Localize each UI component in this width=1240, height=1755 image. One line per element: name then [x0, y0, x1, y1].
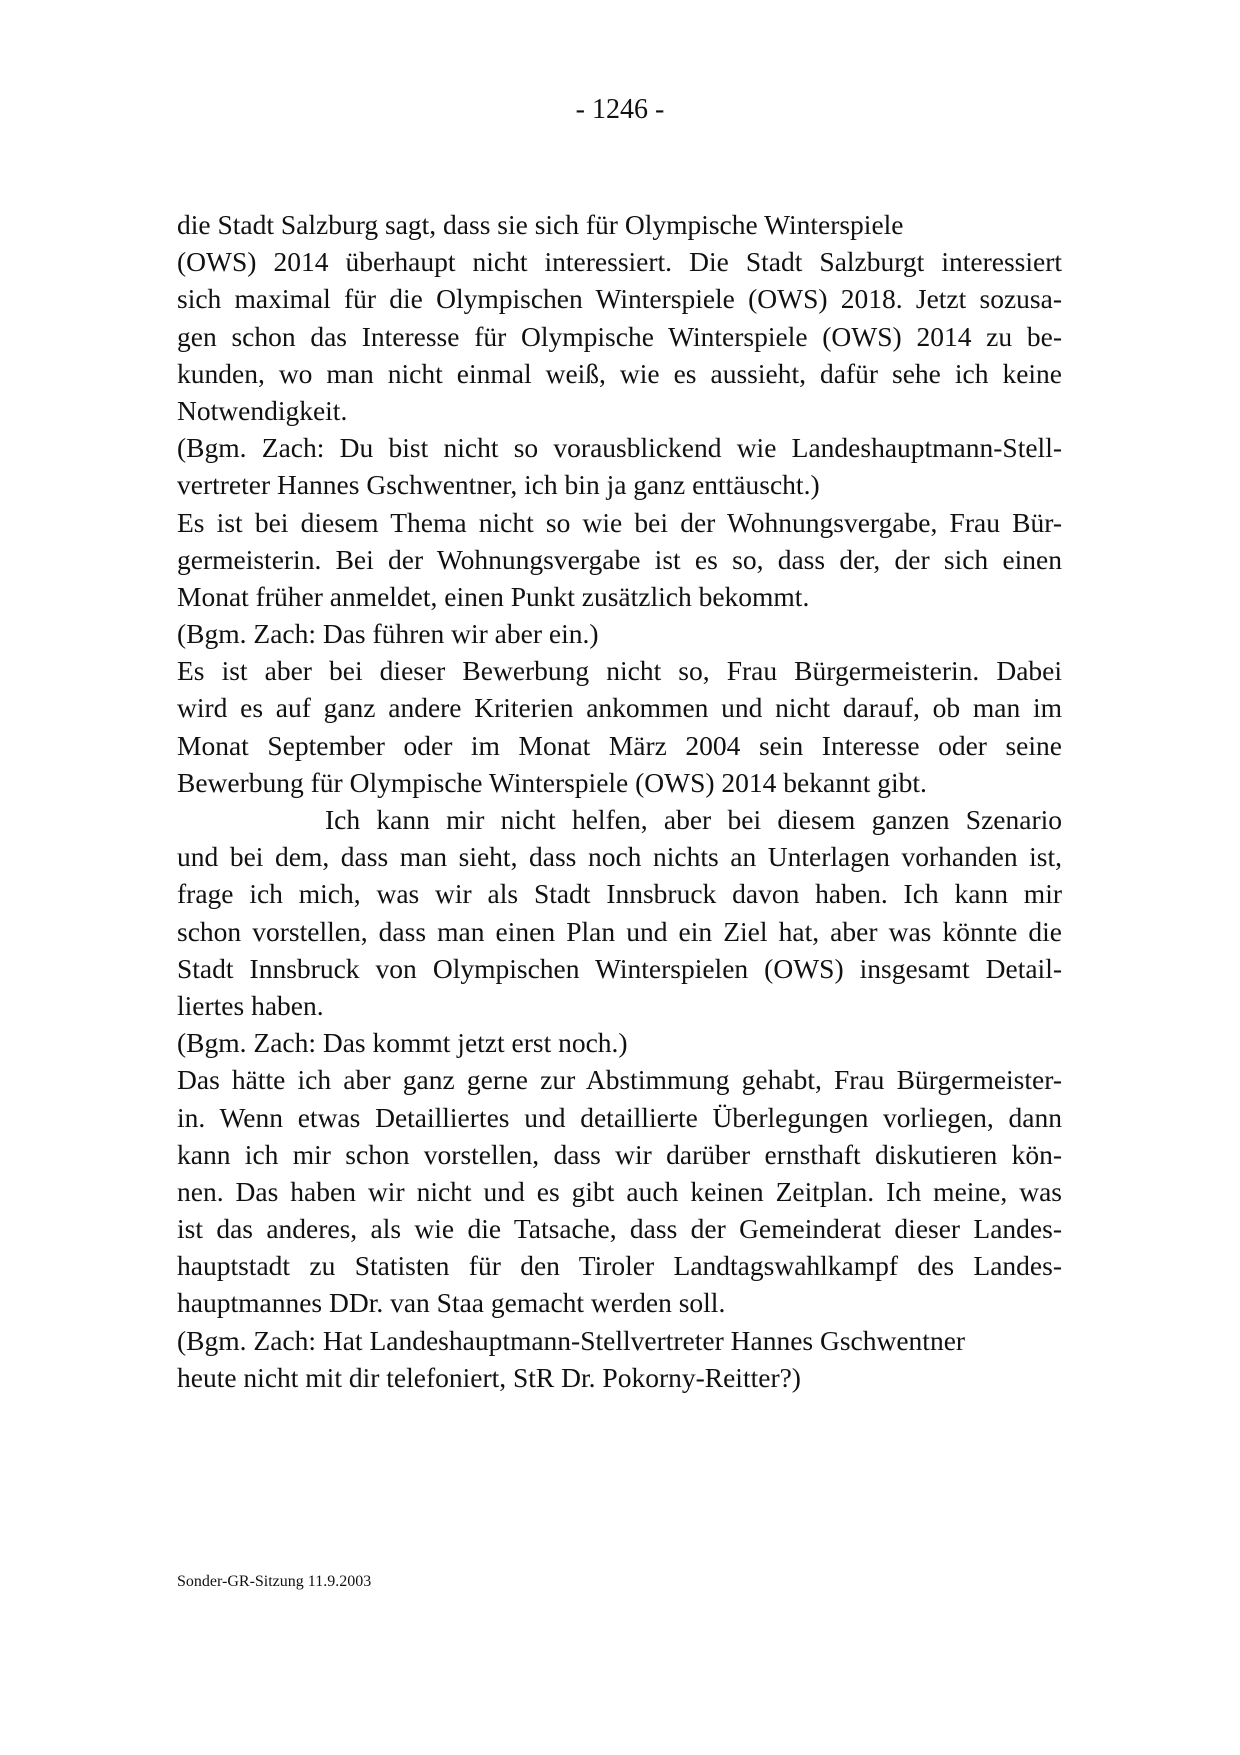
text-line: heute nicht mit dir telefoniert, StR Dr. Pokorny-Reitter?)	[177, 1361, 801, 1393]
text-line: Notwendigkeit.	[177, 394, 348, 426]
text-line: Es ist bei diesem Thema nicht so wie bei der Wohnungsvergabe, Frau Bür-	[177, 506, 1062, 538]
text-line: wird es auf ganz andere Kriterien ankommen und nicht darauf, ob man im	[177, 692, 1062, 724]
text-line: und bei dem, dass man sieht, dass noch nichts an Unterlagen vorhanden ist,	[177, 841, 1062, 873]
text-line: (Bgm. Zach: Das führen wir aber ein.)	[177, 618, 599, 650]
text-line: Es ist aber bei dieser Bewerbung nicht so, Frau Bürgermeisterin. Dabei	[177, 655, 1062, 687]
text-line: hauptstadt zu Statisten für den Tiroler Landtagswahlkampf des Landes-	[177, 1250, 1062, 1282]
text-line: Ich kann mir nicht helfen, aber bei diesem ganzen Szenario	[325, 804, 1062, 835]
text-line: schon vorstellen, dass man einen Plan und ein Ziel hat, aber was könnte die	[177, 915, 1062, 947]
text-line: kann ich mir schon vorstellen, dass wir darüber ernsthaft diskutieren kön-	[177, 1138, 1062, 1170]
page-number: - 1246 -	[575, 94, 665, 125]
text-line: frage ich mich, was wir als Stadt Innsbruck davon haben. Ich kann mir	[177, 878, 1062, 910]
text-line: gen schon das Interesse für Olympische Winterspiele (OWS) 2014 zu be-	[177, 320, 1062, 352]
text-line: die Stadt Salzburg sagt, dass sie sich für Olympische Winterspiele	[177, 209, 904, 240]
text-line: germeisterin. Bei der Wohnungsvergabe ist es so, dass der, der sich einen	[177, 543, 1062, 575]
text-line: Monat früher anmeldet, einen Punkt zusätzlich bekommt.	[177, 580, 810, 612]
text-line: sich maximal für die Olympischen Winterspiele (OWS) 2018. Jetzt sozusa-	[177, 283, 1062, 315]
text-line: kunden, wo man nicht einmal weiß, wie es aussieht, dafür sehe ich keine	[177, 357, 1062, 389]
text-line: (OWS) 2014 überhaupt nicht interessiert. Die Stadt Salzburgt interessiert	[177, 246, 1062, 278]
footer-session-label: Sonder-GR-Sitzung 11.9.2003	[177, 1573, 372, 1590]
text-line: liertes haben.	[177, 989, 324, 1021]
text-line: in. Wenn etwas Detailliertes und detaillierte Überlegungen vorliegen, dann	[177, 1101, 1062, 1133]
text-line: (Bgm. Zach: Das kommt jetzt erst noch.)	[177, 1027, 628, 1059]
text-line: hauptmannes DDr. van Staa gemacht werden soll.	[177, 1287, 726, 1319]
text-line: (Bgm. Zach: Hat Landeshauptmann-Stellvertreter Hannes Gschwentner	[177, 1324, 966, 1356]
text-line: nen. Das haben wir nicht und es gibt auch keinen Zeitplan. Ich meine, was	[177, 1175, 1062, 1207]
text-line: ist das anderes, als wie die Tatsache, dass der Gemeinderat dieser Landes-	[177, 1213, 1062, 1245]
text-line: vertreter Hannes Gschwentner, ich bin ja ganz enttäuscht.)	[177, 469, 820, 501]
text-line: (Bgm. Zach: Du bist nicht so vorausblickend wie Landeshauptmann-Stell-	[177, 432, 1062, 464]
body-text	[177, 206, 1062, 1396]
text-line: Das hätte ich aber ganz gerne zur Abstimmung gehabt, Frau Bürgermeister-	[177, 1064, 1062, 1096]
text-line: Monat September oder im Monat März 2004 sein Interesse oder seine	[177, 729, 1062, 761]
text-line: Bewerbung für Olympische Winterspiele (OWS) 2014 bekannt gibt.	[177, 766, 927, 798]
text-line: Stadt Innsbruck von Olympischen Winterspielen (OWS) insgesamt Detail-	[177, 952, 1062, 984]
